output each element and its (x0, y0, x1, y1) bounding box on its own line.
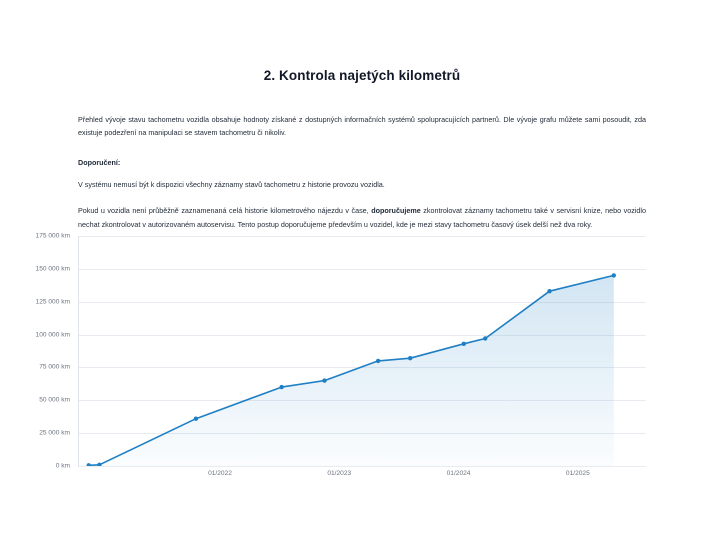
y-axis-tick-label: 25 000 km (39, 429, 70, 437)
y-axis-tick-label: 50 000 km (39, 396, 70, 404)
recommendation-detail (0, 204, 724, 231)
recommendation-note: V systému nemusí být k dispozici všechny záznamy stavů tachometru z historie provozu vozidla. (78, 179, 385, 189)
y-axis-tick-label: 100 000 km (35, 331, 70, 339)
y-axis-tick-label: 0 km (55, 462, 70, 470)
y-axis-tick-label: 75 000 km (39, 363, 70, 371)
x-axis-labels (78, 470, 646, 486)
data-point-marker[interactable] (376, 359, 380, 363)
detail-text-highlight: doporučujeme (371, 206, 421, 216)
mileage-chart (0, 232, 724, 477)
chart-series-line (78, 236, 646, 466)
data-point-marker[interactable] (194, 417, 198, 421)
x-axis-tick-label: 01/2024 (446, 470, 471, 477)
data-point-marker[interactable] (547, 289, 551, 293)
data-point-marker[interactable] (612, 273, 616, 277)
page-title: 2. Kontrola najetých kilometrů (263, 68, 461, 83)
data-point-marker[interactable] (279, 385, 283, 389)
report-content (0, 0, 724, 231)
data-point-marker[interactable] (462, 342, 466, 346)
detail-text-part1: Pokud u vozidla není průběžně zaznamenaná celá historie kilometrového nájezdu v čase, (78, 206, 372, 216)
data-point-marker[interactable] (322, 378, 326, 382)
y-axis-tick-label: 175 000 km (35, 232, 70, 240)
chart-plot-area (35, 232, 646, 470)
data-point-marker[interactable] (87, 463, 91, 466)
detail-text-part2: zkontrolovat záznamy tachometru také v servisní knize, nebo vozidlo nechat zkontrolovat v autorizovaném autoservisu. Tento postup doporučujeme především u vozidel, kde je mezi stavy tachometru časový úsek delší než dva roky. (78, 206, 646, 229)
data-point-marker[interactable] (408, 356, 412, 360)
x-axis-tick-label: 01/2025 (565, 470, 590, 477)
x-axis-tick-label: 01/2022 (208, 470, 232, 477)
y-axis-tick-label: 150 000 km (35, 265, 70, 273)
intro-paragraph: Přehled vývoje stavu tachometru vozidla obsahuje hodnoty získané z dostupných informačních systémů spolupracujících partnerů. Dle vývoje grafu můžete sami posoudit, zda existuje podezření na manipulaci se stavem tachometru či nikoliv. (78, 115, 646, 138)
grid-line (78, 466, 646, 467)
data-point-marker[interactable] (97, 463, 101, 466)
recommendation-heading: Doporučení: (78, 157, 121, 167)
data-point-marker[interactable] (483, 336, 487, 340)
y-axis-tick-label: 125 000 km (35, 298, 70, 306)
x-axis-tick-label: 01/2023 (327, 470, 352, 477)
